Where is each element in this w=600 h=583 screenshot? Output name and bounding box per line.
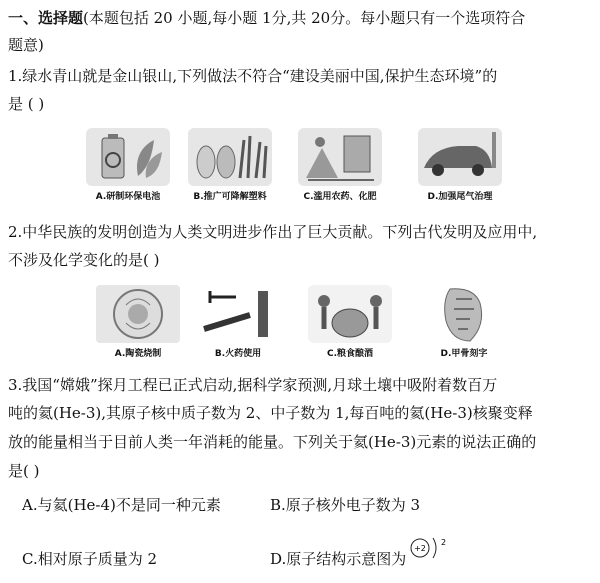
q1-caption-b: B.推广可降解塑料 (193, 192, 267, 202)
q2-figure-b (188, 285, 288, 359)
pesticide-image (298, 128, 382, 186)
q1-caption-d: D.加强尾气治理 (427, 192, 493, 202)
ceramic-image (96, 285, 180, 343)
oracle-bone-image (422, 285, 506, 343)
q2-figure-a (88, 285, 188, 359)
q2-stem-line1: 2.中华民族的发明创造为人类文明进步作出了巨大贡献。下列古代发明及应用中, (8, 223, 538, 241)
atom-structure-diagram (409, 535, 451, 561)
section-title: 一、选择题 (8, 9, 84, 27)
q3-option-a[interactable]: A.与氦(He-4)不是同一种元素 (22, 496, 221, 514)
q1-stem-line1: 1.绿水青山就是金山银山,下列做法不符合“建设美丽中国,保护生态环境”的 (8, 67, 498, 85)
section-header (8, 8, 525, 28)
q3-stem-line1: 3.我国“嫦娥”探月工程已正式启动,据科学家预测,月球土壤中吸附着数百万 (8, 376, 498, 394)
q2-figure-d (414, 285, 514, 359)
q3-option-b[interactable]: B.原子核外电子数为 3 (270, 496, 421, 514)
q3-option-d[interactable]: D.原子结构示意图为 (270, 550, 407, 568)
q1-caption-c: C.滥用农药、化肥 (303, 192, 377, 202)
q3-stem-line4: 是( ) (8, 462, 40, 480)
q2-stem-line2: 不涉及化学变化的是( ) (8, 251, 160, 269)
q3-option-c[interactable]: C.相对原子质量为 2 (22, 550, 158, 568)
q1-figure-a (78, 128, 178, 202)
q2-caption-d: D.甲骨刻字 (440, 349, 488, 359)
gunpowder-image (196, 285, 280, 343)
q2-figure-c (300, 285, 400, 359)
q2-caption-c: C.粮食酿酒 (326, 349, 374, 359)
q2-caption-a: A.陶瓷烧制 (114, 349, 162, 359)
plastic-image (188, 128, 272, 186)
car-exhaust-image (418, 128, 502, 186)
q2-caption-b: B.火药使用 (214, 349, 262, 359)
battery-image (86, 128, 170, 186)
q1-caption-a: A.研制环保电池 (95, 192, 161, 202)
atom-electron-count: 2 (441, 538, 447, 547)
section-note-cont: 题意) (8, 36, 44, 54)
q3-stem-line3: 放的能量相当于目前人类一年消耗的能量。下列关于氦(He-3)元素的说法正确的 (8, 433, 537, 451)
atom-nucleus-charge: +2 (414, 544, 426, 553)
q1-figure-d (410, 128, 510, 202)
q1-figure-c (290, 128, 390, 202)
wine-brewing-image (308, 285, 392, 343)
section-note: (本题包括 20 小题,每小题 1分,共 20分。每小题只有一个选项符合 (83, 9, 526, 27)
q1-figure-b (180, 128, 280, 202)
q3-stem-line2: 吨的氦(He-3),其原子核中质子数为 2、中子数为 1,每百吨的氦(He-3)核聚变释 (8, 404, 533, 422)
q1-stem-line2: 是 ( ) (8, 95, 45, 113)
